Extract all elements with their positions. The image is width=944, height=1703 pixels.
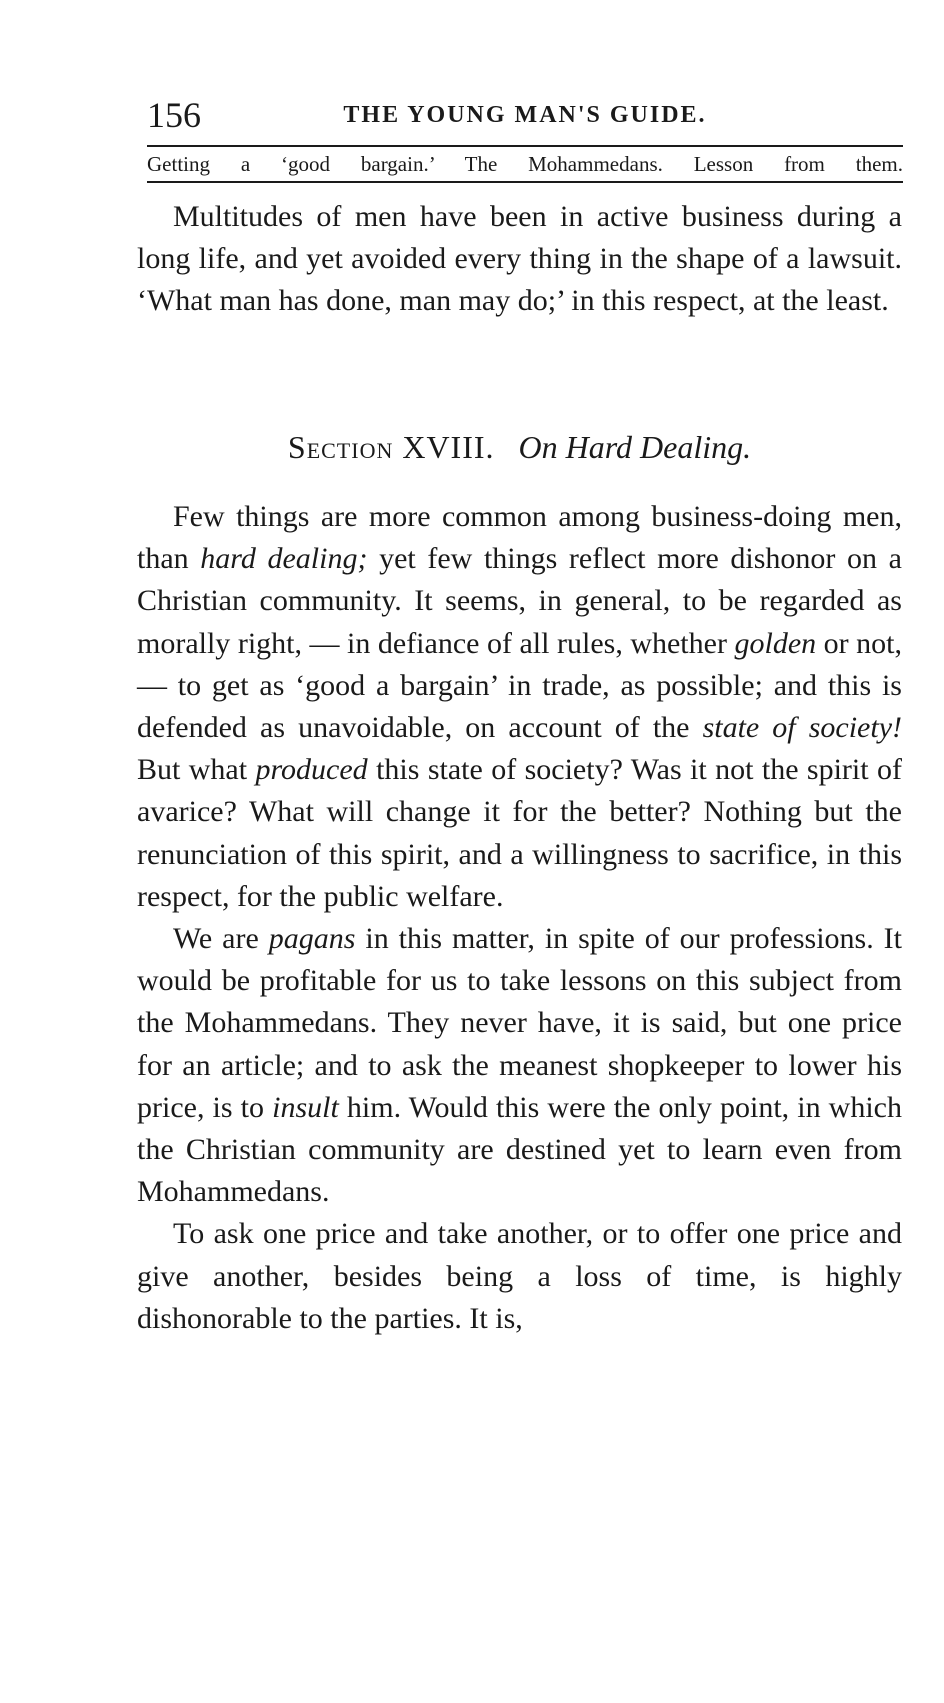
opening-paragraph: Multitudes of men have been in active business during a long life, and yet avoided every thing in the shape of a lawsuit. ‘What man has done, man may do;’ in this respect, at the least.	[137, 200, 902, 318]
header-rule-top	[147, 145, 903, 147]
paragraph-hard-dealing: Few things are more common among business-doing men, than hard dealing; yet few things reflect more dishonor on a Christian community. It seems, in general, to be regarded as morally right, — in defiance of all rules, whether golden or not, — to get as ‘good a bargain’ in trade, as possible; and this is defended as unavoidable, on account of the state of society! But what produced this state of society? Was it not the spirit of avarice? What will change it for the better? Nothing but the renunciation of this spirit, and a willingness to sacrifice, in this respect, for the public welfare.	[137, 500, 903, 913]
paragraph-pagans: We are pagans in this matter, in spite of our professions. It would be profitable for us to take lessons on this subject from the Mohammedans. They never have, it is said, but one price for an article; and to ask the meanest shopkeeper to lower his price, is to insult him. Would this were the only point, in which the Christian community are destined yet to learn even from Mohammedans.	[137, 922, 902, 1209]
topic-summary-line: Getting a ‘good bargain.’ The Mohammedans. Lesson from them.	[147, 152, 903, 176]
paragraph-one-price: To ask one price and take another, or to offer one price and give another, besides being a loss of time, is highly dishonorable to the parties. It is,	[137, 1217, 902, 1335]
running-title: THE YOUNG MAN'S GUIDE.	[343, 102, 707, 128]
opening-text	[137, 196, 902, 323]
section-body	[137, 496, 902, 1340]
section-heading	[137, 426, 902, 468]
section-title: On Hard Dealing.	[518, 429, 752, 465]
page-header	[147, 95, 903, 135]
header-rule-bottom	[147, 181, 903, 183]
section-label: Section XVIII.	[287, 429, 495, 465]
page-number: 156	[147, 95, 201, 135]
